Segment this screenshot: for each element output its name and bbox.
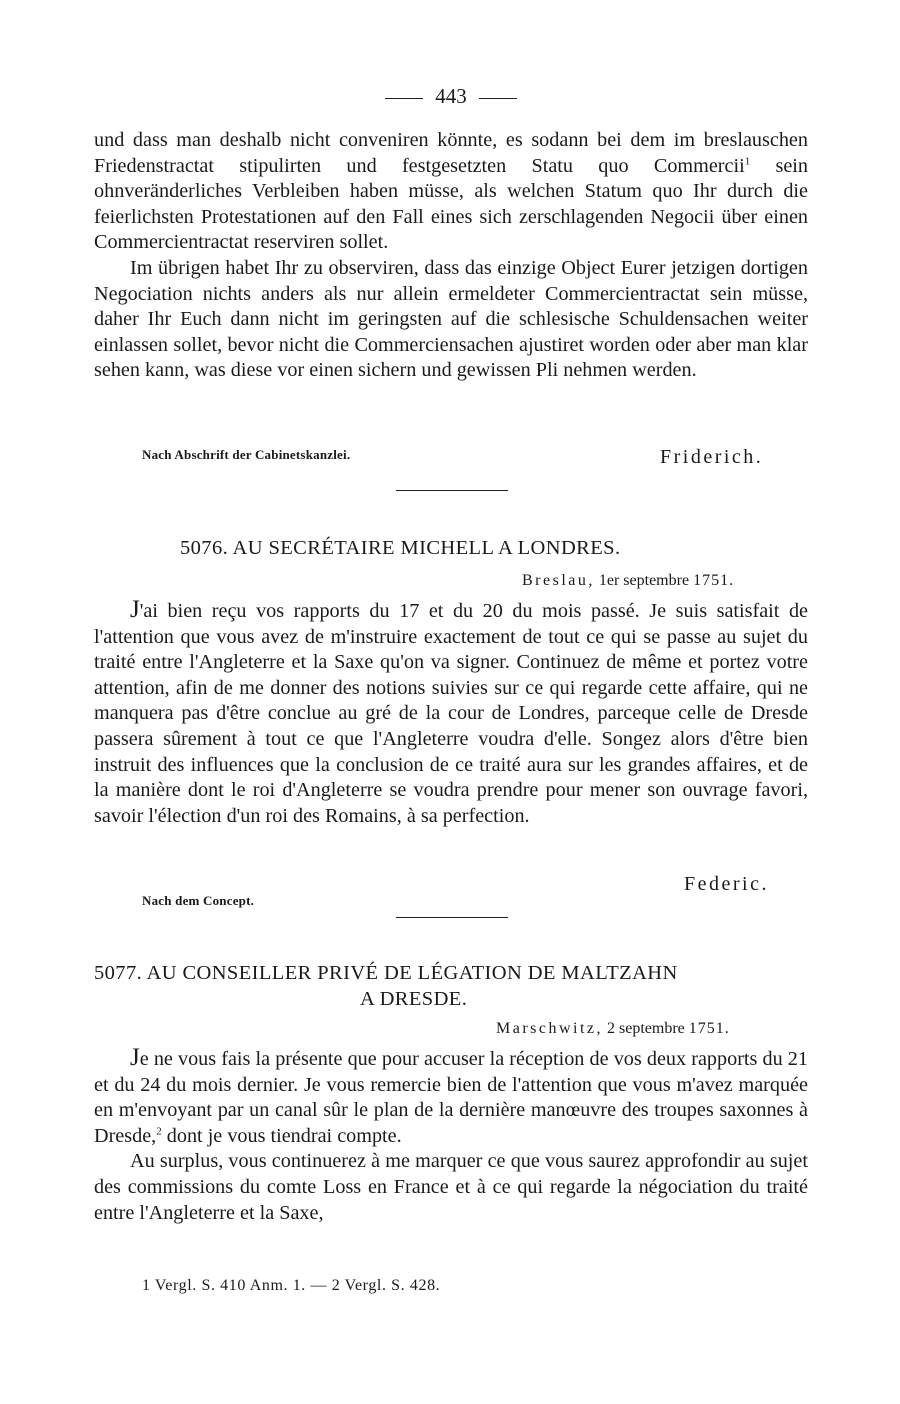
dateline: Marschwitz, 2 septembre 1751. xyxy=(496,1020,730,1037)
document-page xyxy=(94,0,808,1404)
source-note: Nach Abschrift der Cabinetskanzlei. xyxy=(142,447,351,462)
continuation-text xyxy=(94,128,808,384)
paragraph: Je ne vous fais la présente que pour accuser la réception de vos deux rapports du 21 et du 24 du mois dernier. Je vous remercie bien de l'attention que vous m'avez marquée en m'envoyant par un canal sûr le plan de la dernière manœuvre des troupes saxonnes à Dresde,$^2$ dont je vous tiendrai compte. xyxy=(94,1044,808,1147)
letter-title-line2: A DRESDE. xyxy=(360,988,468,1010)
section-divider xyxy=(396,490,508,491)
dateline: Breslau, 1er septembre 1751. xyxy=(522,572,735,589)
dropcap: J xyxy=(130,596,140,623)
page-number: 443 xyxy=(435,84,467,108)
paragraph: J'ai bien reçu vos rapports du 17 et du 20 du mois passé. Je suis satisfait de l'attention que vous avez de m'instruire exactement de tout ce qui se passe au sujet du traité entre l'Angleterre et la Saxe qu'on va signer. Continuez de même et portez votre attention, afin de me donner des notions suivies sur ce qui regarde cette affaire, qui ne manquera pas d'être conclue au gré de la cour de Londres, parceque celle de Dresde passera sûrement à tout ce que l'Angleterre voudra d'elle. Songez alors d'être bien instruit des influences que la conclusion de ce traité aura sur les grandes affaires, et de la manière dont le roi d'Angleterre se voudra prendre pour mener son ouvrage favori, savoir l'élection d'un roi des Romains, à sa perfection. xyxy=(94,596,808,827)
header-dash-left xyxy=(385,98,423,99)
paragraph: Au surplus, vous continuerez à me marquer ce que vous saurez approfondir au sujet des commissions du comte Loss en France et à ce qui regarde la négociation du traité entre l'Angleterre et la Saxe, xyxy=(94,1150,808,1224)
dropcap: J xyxy=(130,1044,140,1071)
signature: Federic. xyxy=(684,873,769,895)
paragraph: Im übrigen habet Ihr zu observiren, dass das einzige Object Eurer jetzigen dortigen Negociation nichts anders als nur allein ermeldeter Commercientractat sein müsse, daher Ihr Euch dann nicht im geringsten auf die schlesische Schuldensachen weiter einlassen sollet, bevor nicht die Commerciensachen ajustiret worden oder aber man klar sehen kann, was diese vor einen sichern und gewissen Pli nehmen werden. xyxy=(94,256,808,382)
footnote-marker: 2 xyxy=(156,1125,162,1138)
section-divider xyxy=(396,917,508,918)
letter-title: 5077. AU CONSEILLER PRIVÉ DE LÉGATION DE MALTZAHN xyxy=(94,962,678,984)
letter-body xyxy=(94,597,808,829)
page-header xyxy=(94,84,808,109)
source-note: Nach dem Concept. xyxy=(142,893,255,908)
signature: Friderich. xyxy=(660,446,764,468)
letter-title: 5076. AU SECRÉTAIRE MICHELL A LONDRES. xyxy=(180,537,621,559)
letter-body xyxy=(94,1045,808,1226)
footnotes: 1 Vergl. S. 410 Anm. 1. — 2 Vergl. S. 428. xyxy=(142,1277,441,1294)
paragraph: und dass man deshalb nicht conveniren könnte, es sodann bei dem im breslauschen Friedenstractat stipulirten und festgesetzten Statu quo Commercii$^1$ sein ohnveränderliches Verbleiben haben müsse, als welchen Statum quo Ihr durch die feierlichsten Protestationen auf den Fall eines sich zerschlagenden Negocii über einen Commercientractat reserviren sollet. xyxy=(94,129,808,254)
header-dash-right xyxy=(479,98,517,99)
footnote-marker: 1 xyxy=(744,154,751,167)
